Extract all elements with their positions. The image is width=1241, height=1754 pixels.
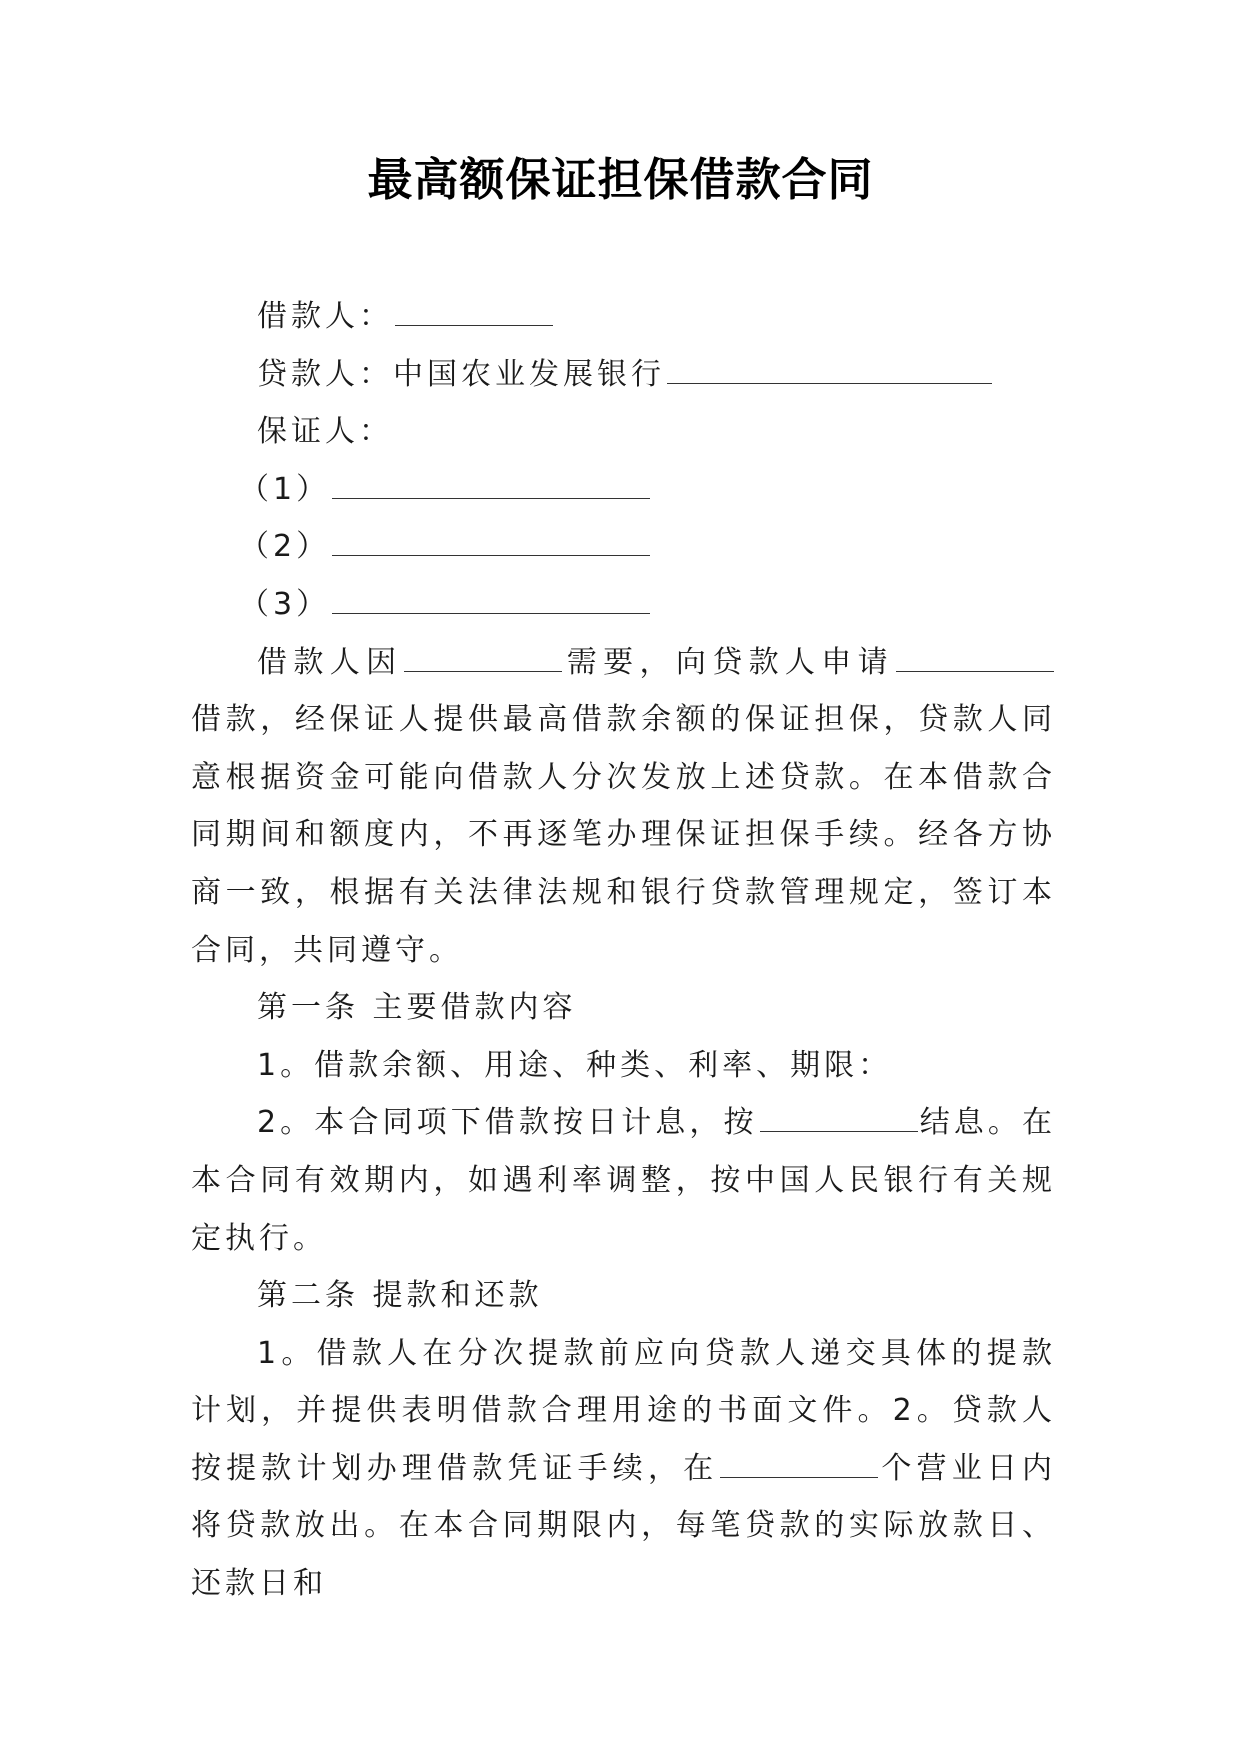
article-2-item-1-text-2: 个营业日内将贷款放出。在本合同期限内，每笔贷款的实际放款日、还款日和 (191, 1450, 1056, 1602)
preamble-text-2: 需要，向贷款人申请 (564, 644, 895, 680)
guarantor-blank (332, 587, 650, 614)
guarantor-item (191, 518, 1056, 576)
article-1-item-2 (191, 1094, 1056, 1267)
guarantor-label: 保证人： (257, 414, 393, 450)
article-2-item-1 (191, 1325, 1056, 1613)
guarantor-item (191, 576, 1056, 634)
borrower-line (191, 288, 1056, 346)
guarantor-item (191, 461, 1056, 519)
article-1-item-2-text-1: 2。本合同项下借款按日计息，按 (257, 1105, 758, 1141)
business-days-blank (720, 1451, 878, 1478)
guarantor-blank (332, 472, 650, 499)
guarantor-number: （1） (239, 471, 331, 507)
preamble-text-1: 借款人因 (257, 644, 403, 680)
lender-blank (667, 357, 992, 384)
borrower-label: 借款人： (257, 299, 393, 334)
document-title: 最高额保证担保借款合同 (367, 153, 874, 206)
lender-label: 贷款人： (257, 356, 393, 392)
document-body (191, 288, 1056, 1613)
guarantor-line (191, 403, 1056, 461)
loan-type-blank (896, 645, 1054, 672)
lender-name: 中国农业发展银行 (393, 356, 665, 392)
article-1-heading: 第一条 主要借款内容 (257, 990, 577, 1026)
guarantor-blank (332, 529, 650, 556)
settlement-period-blank (760, 1105, 918, 1132)
borrower-blank (395, 299, 553, 326)
purpose-blank (404, 645, 562, 672)
lender-line (191, 346, 1056, 404)
article-1-item-1: 1。借款余额、用途、种类、利率、期限： (257, 1047, 893, 1083)
article-1-item-2-text-2: 结息。在本合同有效期内，如遇利率调整，按中国人民银行有关规定执行。 (191, 1105, 1056, 1256)
guarantor-number: （3） (239, 586, 331, 622)
preamble-paragraph (191, 634, 1056, 980)
article-2-heading: 第二条 提款和还款 (257, 1278, 543, 1314)
article-2-item-1-text-1: 1。借款人在分次提款前应向贷款人递交具体的提款计划，并提供表明借款合理用途的书面文件。2。贷款人按提款计划办理借款凭证手续，在 (191, 1335, 1056, 1486)
guarantor-number: （2） (239, 529, 331, 565)
preamble-text-3: 借款，经保证人提供最高借款余额的保证担保，贷款人同意根据资金可能向借款人分次发放上述贷款。在本借款合同期间和额度内，不再逐笔办理保证担保手续。经各方协商一致，根据有关法律法规和银行贷款管理规定，签订本合同，共同遵守。 (191, 702, 1056, 968)
